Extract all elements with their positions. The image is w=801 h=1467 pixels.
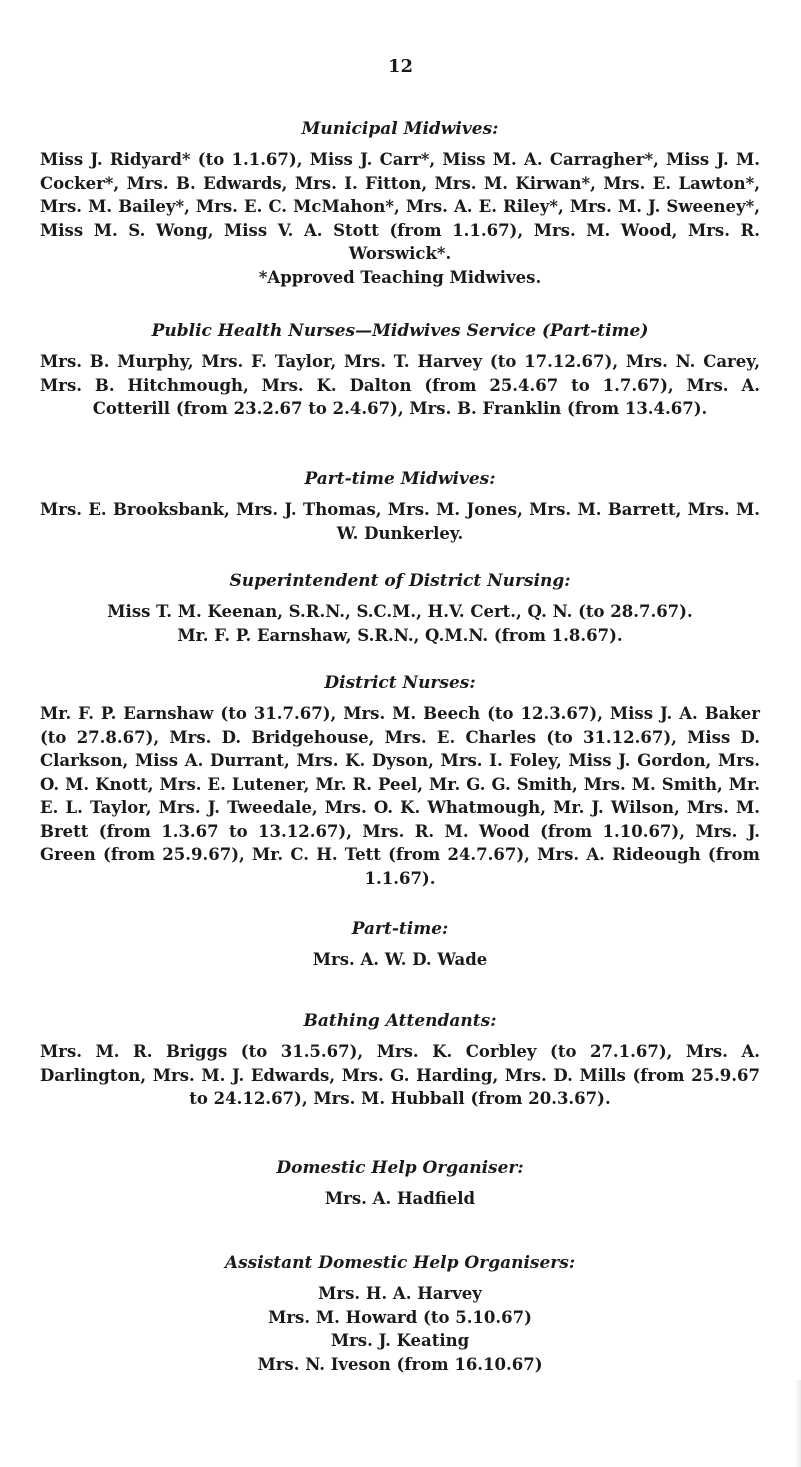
page-edge-shadow [795, 1380, 801, 1467]
staff-line: Mr. F. P. Earnshaw, S.R.N., Q.M.N. (from 1.8.67). [177, 625, 623, 645]
staff-line: Mrs. N. Iveson (from 16.10.67) [257, 1354, 543, 1374]
staff-line: Mrs. A. W. D. Wade [312, 950, 488, 969]
section-domestic-help-organiser [40, 1157, 760, 1211]
section-municipal-midwives [40, 118, 760, 289]
section-heading: District Nurses: [324, 673, 476, 693]
section-heading: Assistant Domestic Help Organisers: [224, 1253, 576, 1273]
section-assistant-domestic-help-organisers [40, 1252, 760, 1376]
staff-line: Mrs. H. A. Harvey [318, 1284, 482, 1303]
section-bathing-attendants [40, 1010, 760, 1111]
staff-line: Miss T. M. Keenan, S.R.N., S.C.M., H.V. Cert., Q. N. (to 28.7.67). [107, 602, 693, 621]
staff-list: Miss J. Ridyard* (to 1.1.67), Miss J. Carr*, Miss M. A. Carragher*, Miss J. M. Cocker*, Mrs. B. Edwards, Mrs. I. Fitton, Mrs. M. Kirwan*, Mrs. E. Lawton*, Mrs. M. Bailey*, Mrs. E. C. McMahon*, Mrs. A. E. Riley*, Mrs. M. J. Sweeney*, Miss M. S. Wong, Miss V. A. Stott (from 1.1.67), Mrs. M. Wood, Mrs. R. Worswick*. [40, 150, 760, 263]
section-part-time-midwives [40, 468, 760, 545]
section-heading: Public Health Nurses—Midwives Service (Part-time) [151, 321, 649, 341]
staff-line: Mrs. M. Howard (to 5.10.67) [268, 1307, 532, 1327]
section-heading: Part-time: [351, 919, 449, 939]
section-part-time [40, 918, 760, 972]
staff-line: Mrs. J. Keating [330, 1331, 470, 1350]
staff-list: Mrs. E. Brooksbank, Mrs. J. Thomas, Mrs. M. Jones, Mrs. M. Barrett, Mrs. M. W. Dunkerley. [40, 500, 760, 543]
section-superintendent [40, 570, 760, 647]
staff-list: Mr. F. P. Earnshaw (to 31.7.67), Mrs. M. Beech (to 12.3.67), Miss J. A. Baker (to 27.8.67), Mrs. D. Bridgehouse, Mrs. E. Charles (to 31.12.67), Miss D. Clarkson, Miss A. Durrant, Mrs. K. Dyson, Mrs. I. Foley, Miss J. Gordon, Mrs. O. M. Knott, Mrs. E. Lutener, Mr. R. Peel, Mr. G. G. Smith, Mrs. M. Smith, Mr. E. L. Taylor, Mrs. J. Tweedale, Mrs. O. K. Whatmough, Mr. J. Wilson, Mrs. M. Brett (from 1.3.67 to 13.12.67), Mrs. R. M. Wood (from 1.10.67), Mrs. J. Green (from 25.9.67), Mr. C. H. Tett (from 24.7.67), Mrs. A. Rideough (from 1.1.67). [40, 704, 760, 888]
section-heading: Superintendent of District Nursing: [229, 571, 571, 591]
section-heading: Part-time Midwives: [304, 469, 496, 489]
section-public-health-nurses [40, 320, 760, 421]
section-heading: Domestic Help Organiser: [276, 1158, 524, 1178]
section-heading: Bathing Attendants: [303, 1011, 497, 1031]
section-heading: Municipal Midwives: [301, 119, 499, 139]
staff-list: Mrs. M. R. Briggs (to 31.5.67), Mrs. K. Corbley (to 27.1.67), Mrs. A. Darlington, Mrs. M. J. Edwards, Mrs. G. Harding, Mrs. D. Mills (from 25.9.67 to 24.12.67), Mrs. M. Hubball (from 20.3.67). [40, 1042, 760, 1108]
footnote: *Approved Teaching Midwives. [258, 267, 542, 287]
staff-line: Mrs. A. Hadfield [324, 1189, 476, 1208]
page-number: 12 [387, 56, 414, 77]
staff-list: Mrs. B. Murphy, Mrs. F. Taylor, Mrs. T. Harvey (to 17.12.67), Mrs. N. Carey, Mrs. B. Hitchmough, Mrs. K. Dalton (from 25.4.67 to 1.7.67), Mrs. A. Cotterill (from 23.2.67 to 2.4.67), Mrs. B. Franklin (from 13.4.67). [40, 352, 760, 418]
section-district-nurses [40, 672, 760, 890]
